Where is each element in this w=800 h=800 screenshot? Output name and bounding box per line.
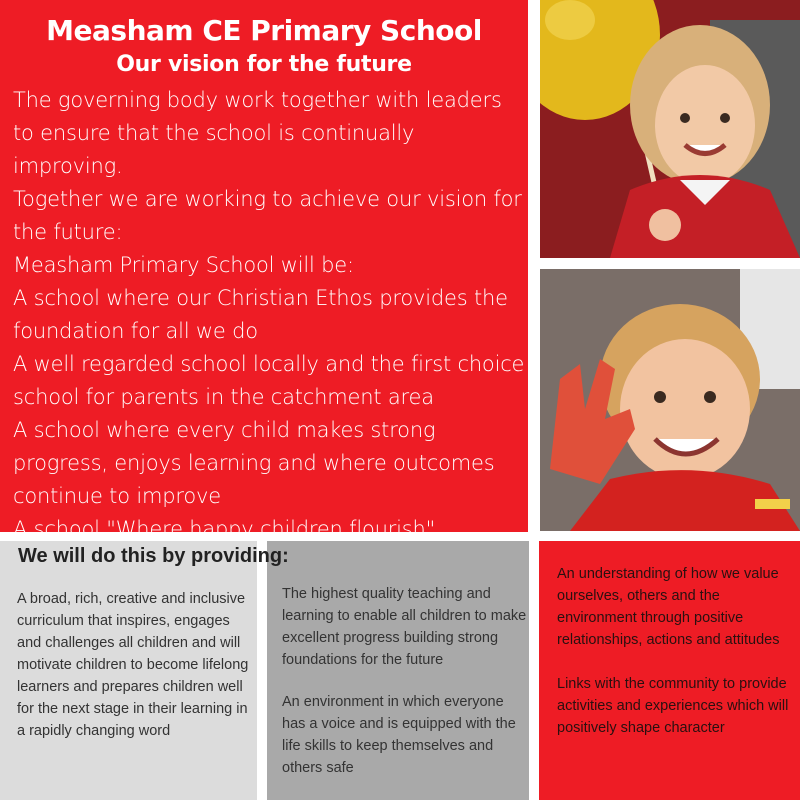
provision-item: An environment in which everyone has a voice and is equipped with the life skills to keep themselves and others safe xyxy=(282,694,516,776)
providing-column-2 xyxy=(267,541,529,800)
vision-paragraph: A well regarded school locally and the first choice school for parents in the catchment area xyxy=(13,352,525,409)
vision-panel xyxy=(0,0,528,541)
girl-with-balloon-photo xyxy=(540,0,800,258)
boy-with-painted-hand-photo xyxy=(540,269,800,531)
vision-paragraph: Measham Primary School will be: xyxy=(13,253,354,277)
providing-heading: We will do this by providing: xyxy=(18,545,289,567)
vision-paragraph: A school "Where happy children flourish" xyxy=(13,517,436,541)
vision-subtitle: Our vision for the future xyxy=(116,52,412,77)
vision-text xyxy=(13,84,528,546)
provision-item: Links with the community to provide activities and experiences which will positively shape character xyxy=(557,676,789,736)
vision-paragraph: A school where our Christian Ethos provides the foundation for all we do xyxy=(13,286,508,343)
providing-column-3 xyxy=(539,541,800,800)
vision-paragraph: Together we are working to achieve our vision for the future: xyxy=(13,187,522,244)
providing-column-1 xyxy=(0,541,257,800)
provision-item: The highest quality teaching and learning to enable all children to make excellent progress building strong foundations for the future xyxy=(282,586,527,668)
provision-item: A broad, rich, creative and inclusive curriculum that inspires, engages and challenges all children and will motivate children to become lifelong learners and prepares children well for the next stage in their learning in a rapidly changing word xyxy=(17,591,249,739)
vision-paragraph: A school where every child makes strong progress, enjoys learning and where outcomes continue to improve xyxy=(13,418,495,508)
school-title: Measham CE Primary School xyxy=(46,14,482,47)
vision-paragraph: The governing body work together with leaders to ensure that the school is continually improving. xyxy=(13,88,502,178)
provision-item: An understanding of how we value ourselves, others and the environment through positive relationships, actions and attitudes xyxy=(557,566,780,648)
